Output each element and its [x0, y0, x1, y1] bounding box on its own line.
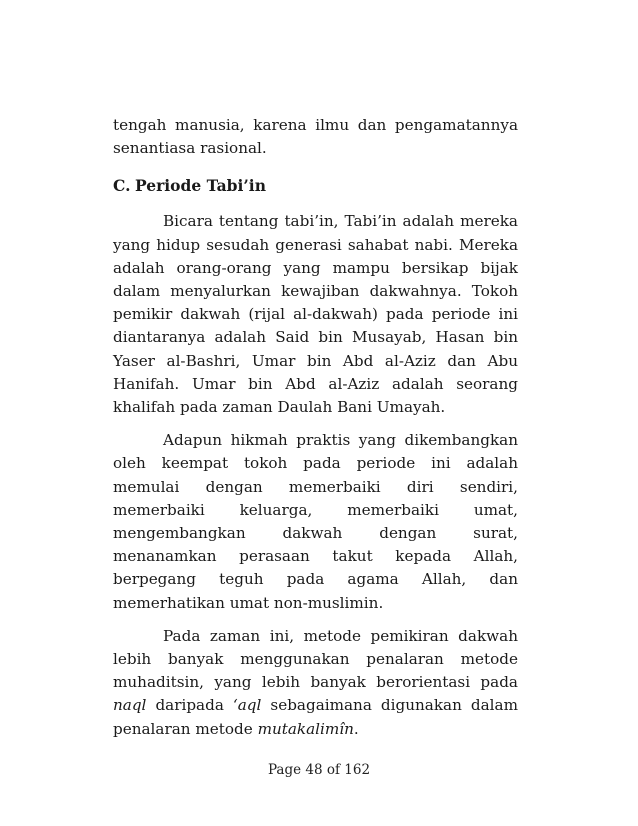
page-content — [113, 114, 518, 751]
section-title: Periode Tabi’in — [135, 176, 266, 196]
text-segment: daripada — [146, 696, 233, 715]
paragraph-tabiin-definition: Bicara tentang tabi’in, Tabi’in adalah mereka yang hidup sesudah generasi sahabat nabi. Mereka adalah orang-orang yang mampu bersikap bijak dalam menyalurkan kewajiban dakwahnya. Tokoh pemikir dakwah (rijal al-dakwah) pada periode ini diantaranya adalah Said bin Musayab, Hasan bin Yaser al-Bashri, Umar bin Abd al-Aziz dan Abu Hanifah. Umar bin Abd al-Aziz adalah seorang khalifah pada zaman Daulah Bani Umayah. — [113, 212, 518, 417]
term-aql: ‘aql — [232, 696, 262, 715]
continuation-paragraph: tengah manusia, karena ilmu dan pengamatannya senantiasa rasional. — [113, 116, 518, 158]
term-mutakalimin: mutakalimîn — [257, 719, 354, 738]
text-segment: sebagaimana digunakan dalam penalaran metode — [113, 696, 518, 738]
paragraph-hikmah-praktis: Adapun hikmah praktis yang dikembangkan oleh keempat tokoh pada periode ini adalah memulai dengan memerbaiki diri sendiri, memerbaiki keluarga, memerbaiki umat, mengembangkan dakwah dengan surat, menanamkan perasaan takut kepada Allah, berpegang teguh pada agama Allah, dan memerhatikan umat non-muslimin. — [113, 431, 518, 612]
text-segment: . — [353, 719, 359, 738]
page-number-footer: Page 48 of 162 — [267, 762, 371, 778]
term-naql: naql — [113, 696, 147, 715]
section-heading — [113, 174, 518, 197]
paragraph-metode-pemikiran — [113, 625, 518, 741]
section-number: C. — [113, 176, 131, 196]
text-segment: Pada zaman ini, metode pemikiran dakwah lebih banyak menggunakan penalaran metode muhaditsin, yang lebih banyak berorientasi pada — [113, 626, 518, 692]
